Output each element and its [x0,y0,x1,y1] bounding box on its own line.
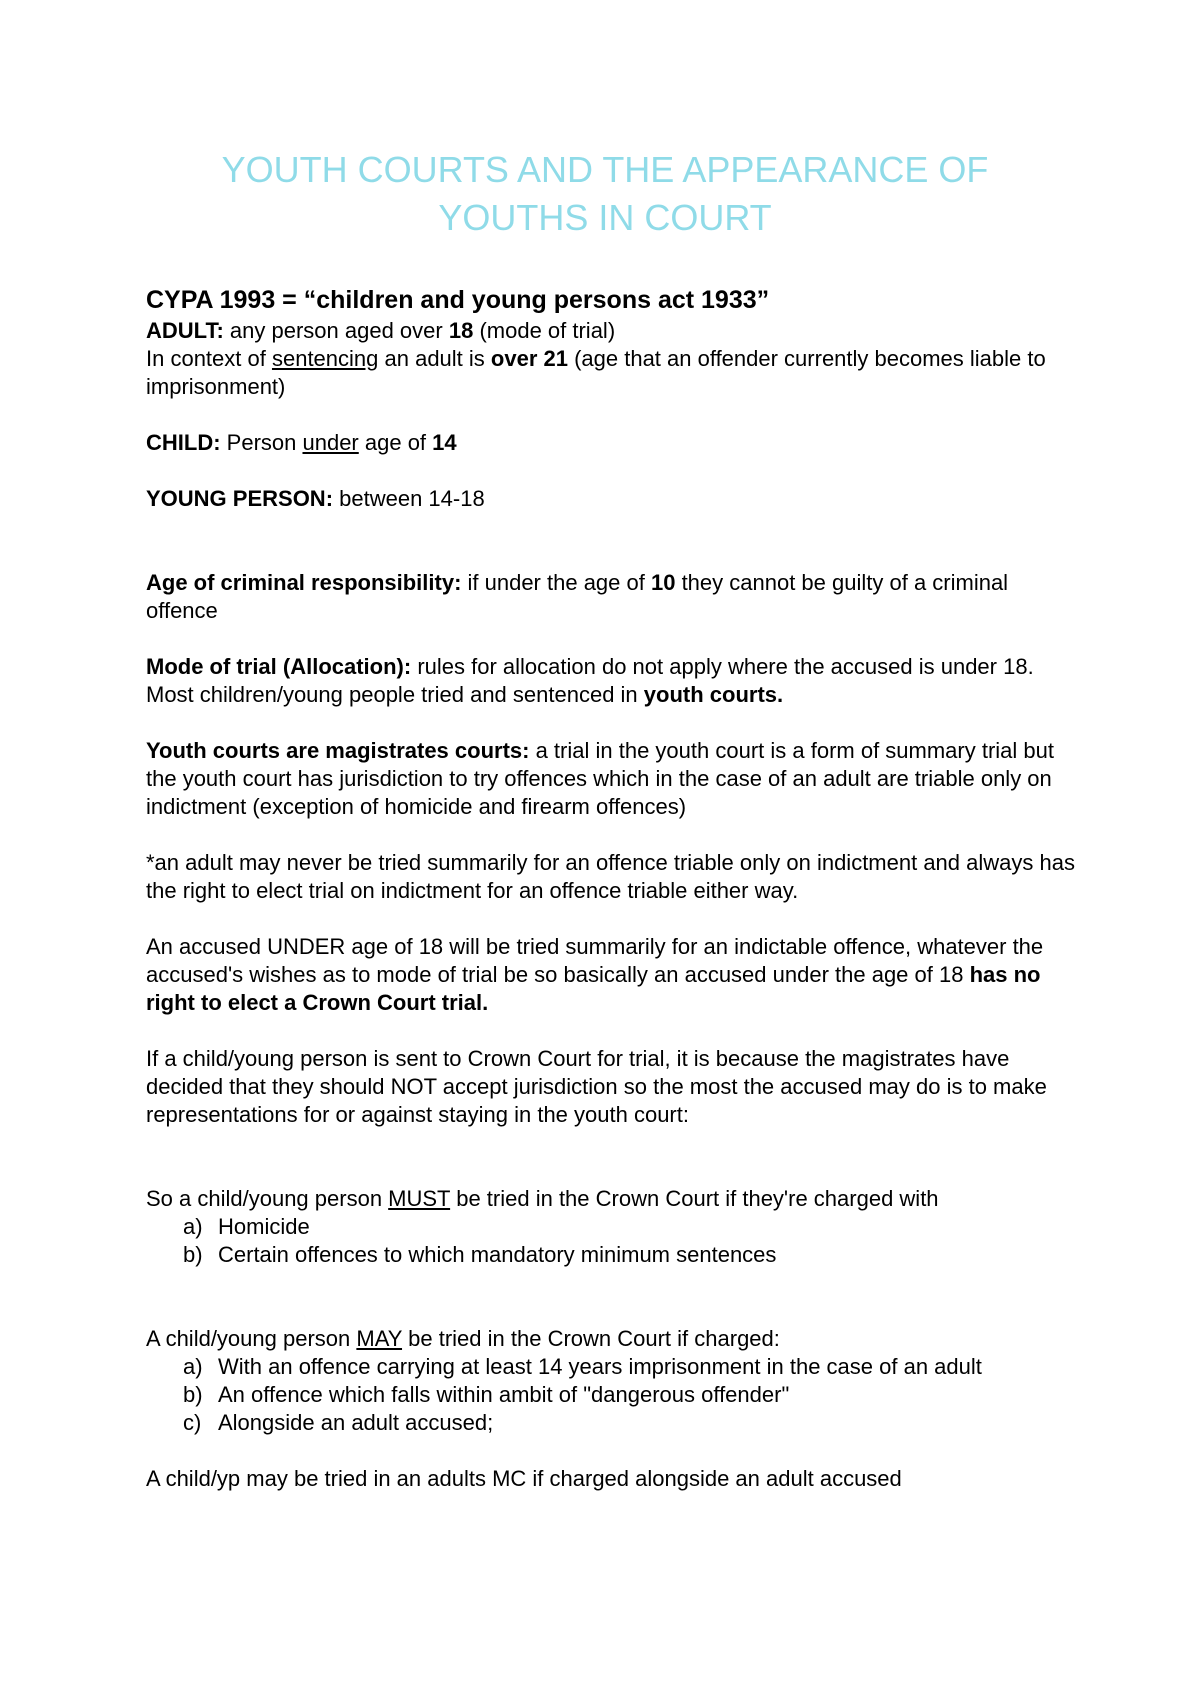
under-18-text: An accused UNDER age of 18 will be tried summarily for an indictable offence, whatever the accused's wishes as to mode of trial be so basically an accused under the age of 18 [146,934,1044,987]
document-body [146,283,1076,1493]
child-text-1: Person [220,430,303,455]
list-item [146,1381,1076,1409]
list-marker: a) [183,1214,203,1239]
title-line-1: YOUTH COURTS AND THE APPEARANCE OF [221,149,989,190]
child-text-2: age of [358,430,433,455]
may-list [146,1353,1076,1437]
child-underlined: under [302,430,359,455]
criminal-resp-text-2: they cannot be guilty of a criminal offence [146,570,1009,623]
criminal-resp-age: 10 [650,570,676,595]
criminal-responsibility [146,569,1076,625]
list-item [146,1213,1076,1241]
adults-mc-paragraph: A child/yp may be tried in an adults MC if charged alongside an adult accused [146,1466,902,1491]
mode-of-trial-bold: youth courts. [643,682,784,707]
adult-label: ADULT: [146,318,224,343]
may-intro [146,1325,1076,1353]
must-text-2: be tried in the Crown Court if they're charged with [450,1186,939,1211]
list-marker: a) [183,1354,203,1379]
may-underlined: MAY [356,1326,403,1351]
ctx-text-1: In context of [146,346,272,371]
list-item-text: Certain offences to which mandatory minimum sentences [218,1242,777,1267]
list-marker: b) [183,1382,203,1407]
list-item-text: Homicide [218,1214,310,1239]
mode-of-trial [146,653,1076,709]
under-18-bold: has no right to elect a Crown Court trial. [146,962,1041,1015]
page-title [100,146,1110,242]
ctx-text-3: (age that an offender currently becomes liable to imprisonment) [146,346,1046,399]
adult-age: 18 [448,318,474,343]
criminal-resp-text-1: if under the age of [461,570,651,595]
adult-note: *an adult may never be tried summarily for an offence triable only on indictment and always has the right to elect trial on indictment for an offence triable either way. [146,850,1075,903]
list-item-text: With an offence carrying at least 14 years imprisonment in the case of an adult [218,1354,982,1379]
mode-of-trial-label: Mode of trial (Allocation): [146,654,412,679]
must-text-1: So a child/young person [146,1186,389,1211]
list-item [146,1353,1076,1381]
list-item-text: Alongside an adult accused; [218,1410,494,1435]
child-label: CHILD: [146,430,221,455]
young-person-text: between 14-18 [333,486,485,511]
ctx-bold: over 21 [490,346,568,371]
youth-courts-paragraph [146,737,1076,821]
under-18-paragraph [146,933,1076,1017]
child-age: 14 [432,430,457,455]
adult-sentencing-context [146,345,1076,401]
child-definition [146,429,1076,457]
youth-courts-label: Youth courts are magistrates courts: [146,738,530,763]
young-person-definition [146,485,1076,513]
ctx-underlined: sentencing [271,346,379,371]
youth-courts-text: a trial in the youth court is a form of summary trial but the youth court has jurisdiction to try offences which in the case of an adult are triable only on indictment (exception of homicide and firearm offences) [146,738,1054,819]
adult-text-2: (mode of trial) [473,318,616,343]
must-underlined: MUST [388,1186,451,1211]
title-line-2: YOUTHS IN COURT [438,197,772,238]
young-person-label: YOUNG PERSON: [146,486,334,511]
adult-text-1: any person aged over [223,318,449,343]
must-intro [146,1185,1076,1213]
list-marker: b) [183,1242,203,1267]
ctx-text-2: an adult is [378,346,491,371]
list-item-text: An offence which falls within ambit of "dangerous offender" [218,1382,790,1407]
list-item [146,1409,1076,1437]
list-marker: c) [183,1410,202,1435]
list-item [146,1241,1076,1269]
may-text-1: A child/young person [146,1326,357,1351]
adult-definition [146,317,1076,345]
mode-of-trial-text: rules for allocation do not apply where the accused is under 18. Most children/young people tried and sentenced in [146,654,1034,707]
must-list [146,1213,1076,1269]
may-text-2: be tried in the Crown Court if charged: [402,1326,780,1351]
sent-to-crown-paragraph: If a child/young person is sent to Crown Court for trial, it is because the magistrates have decided that they should NOT accept jurisdiction so the most the accused may do is to make representations for or against staying in the youth court: [146,1046,1047,1127]
cypa-heading: CYPA 1993 = “children and young persons act 1933” [146,286,770,314]
criminal-resp-label: Age of criminal responsibility: [146,570,462,595]
